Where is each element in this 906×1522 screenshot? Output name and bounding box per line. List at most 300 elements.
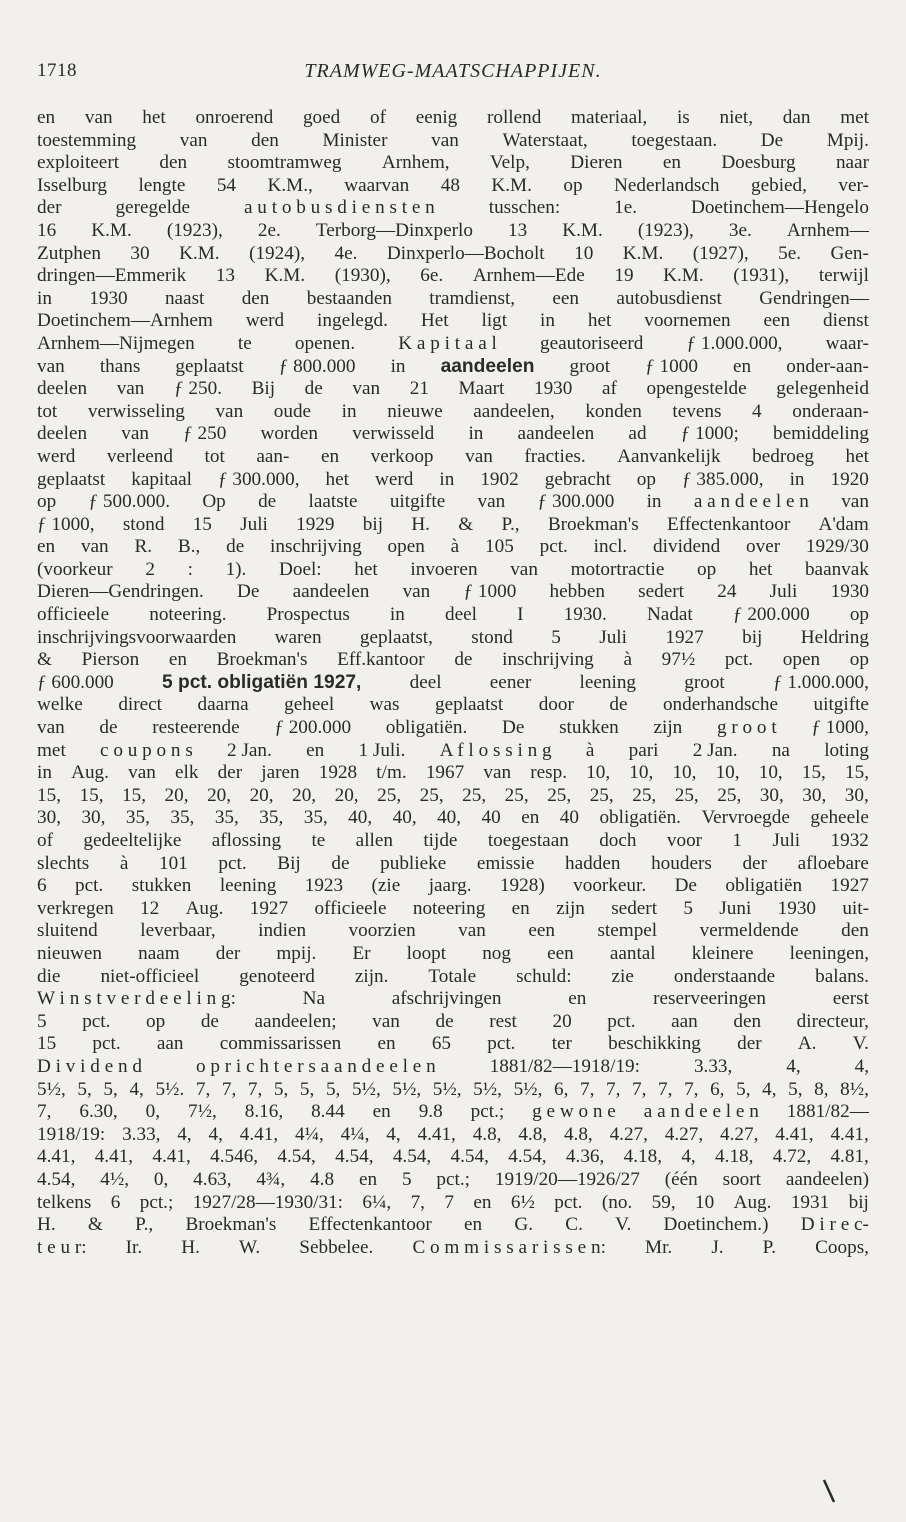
word: K.M. [622, 242, 664, 264]
word: ƒ 1000 [463, 581, 517, 603]
text-line [37, 717, 869, 740]
word: bij [362, 513, 384, 535]
word: 25, [504, 784, 529, 806]
word: aandeelen) [785, 1168, 869, 1190]
word: Effectenkantoor [308, 1214, 432, 1236]
word: 4¼, [294, 1123, 324, 1145]
text-line [37, 491, 869, 514]
word: Minister [322, 129, 388, 151]
word: stukken [131, 875, 192, 897]
word: 15 [192, 513, 212, 535]
word: in [390, 355, 406, 377]
word: a a n d e e l e n [693, 491, 809, 513]
word: Aug. [733, 1191, 772, 1213]
word: waarvan [344, 174, 410, 196]
word: officieele [314, 897, 387, 919]
word: ƒ 1.000.000, [686, 332, 783, 354]
word: tot [204, 445, 225, 467]
word: Coops, [815, 1236, 869, 1258]
word: ƒ 200.000 [732, 604, 810, 626]
text-line [37, 762, 869, 785]
word: obligatiën. [385, 717, 468, 739]
word: autobusdienst [616, 287, 722, 309]
word: nieuwen [37, 942, 103, 964]
word: Doesburg [721, 152, 796, 174]
word: 16 [37, 219, 57, 241]
word: hadden [565, 852, 621, 874]
word: (1930), [334, 265, 391, 287]
word: 6e. [420, 265, 444, 287]
word: 5½, [513, 1078, 543, 1100]
word: a a n d e e l e n [643, 1101, 759, 1123]
word: directeur, [796, 1010, 869, 1032]
word: 20, [207, 784, 232, 806]
text-line [37, 220, 869, 243]
word: 5½, [432, 1078, 462, 1100]
word: 15, [79, 784, 104, 806]
word: ƒ 800.000 [278, 355, 356, 377]
word: o p r i c h t e r s a a n d e e l e n [195, 1055, 436, 1077]
word: Dieren—Gendringen. [37, 581, 204, 603]
word: in [389, 604, 405, 626]
word: of [369, 107, 386, 128]
word: met [840, 107, 869, 128]
text-line [37, 807, 869, 830]
word: Gendringen— [759, 287, 869, 309]
word: Dieren [570, 152, 623, 174]
word: 30, [37, 807, 61, 829]
word: (1923), [166, 219, 223, 241]
text-line [37, 1056, 869, 1079]
stray-mark [822, 1478, 836, 1504]
word: 15, [37, 784, 61, 806]
word: K.M. [179, 242, 220, 264]
word: W. [239, 1236, 261, 1258]
word: terwijl [818, 265, 869, 287]
word: 1). [225, 558, 247, 580]
word: (één [664, 1168, 698, 1190]
word: 1930. [563, 604, 607, 626]
word: (zie [371, 875, 401, 897]
word: bemiddeling [773, 423, 869, 445]
word: Broekman's [185, 1214, 277, 1236]
word: af [601, 378, 617, 400]
word: van [37, 355, 65, 377]
word: V. [615, 1214, 632, 1236]
text-line [37, 830, 869, 853]
text-line [37, 446, 869, 469]
word: 10, [758, 762, 783, 784]
word: De [237, 581, 260, 603]
word: 2 [145, 558, 155, 580]
word: in [37, 287, 52, 309]
word: K.M., [267, 174, 313, 196]
word: rest [489, 1010, 517, 1032]
word: 2 Jan. [227, 739, 272, 761]
word: geplaatst [175, 355, 244, 377]
word: 4, [208, 1123, 223, 1145]
text-line [37, 1146, 869, 1169]
word: daarna [197, 694, 249, 716]
text-line [37, 130, 869, 153]
word: in [646, 491, 662, 513]
word: 5e. [778, 242, 802, 264]
word: Bij [251, 378, 276, 400]
word: Arnhem, [381, 152, 450, 174]
word: 1929/30 [805, 536, 869, 558]
word: 4½, [100, 1168, 130, 1190]
word: C. [565, 1214, 583, 1236]
word: ƒ 200.000 [274, 717, 352, 739]
word: 10, [672, 762, 697, 784]
word: 4.54, [392, 1146, 432, 1168]
word: 7, [684, 1078, 699, 1100]
word: inschrijving [502, 649, 594, 671]
word: Juli [769, 581, 798, 603]
text-line [37, 1214, 869, 1237]
word: der [742, 852, 767, 874]
word: hebben [549, 581, 605, 603]
word: den [733, 1010, 762, 1032]
word: H. [181, 1236, 200, 1258]
text-line [37, 333, 869, 356]
word: Pierson [81, 649, 140, 671]
word: 4.18, [623, 1146, 662, 1168]
word: 4, [129, 1078, 144, 1100]
word: beschikking [608, 1033, 701, 1055]
word: der [737, 1033, 762, 1055]
word: 4.27, [609, 1123, 648, 1145]
word: 5½, [37, 1078, 66, 1100]
word: sedert [638, 581, 684, 603]
word: den [251, 129, 279, 151]
word: 5, [77, 1078, 92, 1100]
word: (no. [601, 1191, 633, 1213]
word: de [454, 649, 473, 671]
word: 1928 [318, 762, 358, 784]
word: geheel [284, 694, 335, 716]
word: het [587, 310, 612, 332]
word: gebied, [750, 174, 807, 196]
word: in [468, 423, 484, 445]
word: indien [258, 920, 307, 942]
word: waar- [825, 332, 869, 354]
word: en [662, 152, 681, 174]
word: 5 [551, 626, 561, 648]
word: 7 [444, 1191, 454, 1213]
word: stukken [559, 717, 619, 739]
word: Arnhem— [786, 219, 869, 241]
word: ƒ 385.000, [682, 468, 764, 490]
word: 4.41, [94, 1146, 134, 1168]
word: Juli [599, 626, 627, 648]
word: voorzien [348, 920, 416, 942]
word: 4.8, [518, 1123, 548, 1145]
word: ƒ 1000 [645, 355, 698, 377]
text-line [37, 288, 869, 311]
word: en [568, 988, 587, 1010]
word: pct.; [139, 1191, 174, 1213]
word: in [540, 310, 555, 332]
word: kapitaal [131, 468, 192, 490]
page-header [37, 50, 869, 90]
word: in [439, 468, 455, 490]
word: ƒ 1.000.000, [772, 671, 869, 693]
text-line [37, 966, 869, 989]
word: G. [514, 1214, 534, 1236]
word: van [841, 491, 869, 513]
word: obligatiën [725, 875, 803, 897]
word: vermeldende [699, 920, 799, 942]
text-line [37, 243, 869, 266]
word: pct. [554, 1191, 583, 1213]
word: onderhandsche [662, 694, 779, 716]
word: in [341, 400, 357, 422]
word: publieke [380, 852, 447, 874]
word: à [585, 739, 595, 761]
word: geautoriseerd [540, 332, 644, 354]
word: slechts [37, 852, 90, 874]
word: 4¼, [340, 1123, 370, 1145]
word: die [37, 965, 61, 987]
word: 7, [632, 1078, 647, 1100]
word: van [116, 378, 145, 400]
word: van [121, 423, 149, 445]
word: 3e. [728, 219, 752, 241]
word: t/m. [376, 762, 407, 784]
word: voorkeur. [573, 875, 647, 897]
word: met [37, 739, 66, 761]
text-line [37, 469, 869, 492]
word: g r o o t [716, 717, 777, 739]
word: van [352, 378, 381, 400]
word: aandeelen, [473, 400, 555, 422]
word: sedert [611, 897, 658, 919]
word: en [358, 1168, 378, 1190]
word: materiaal, [571, 107, 648, 128]
word: de [304, 378, 323, 400]
word: 5 pct. obligatiën 1927, [161, 671, 362, 693]
word: 1930 [533, 378, 573, 400]
word: Doetinchem—Hengelo [690, 197, 869, 219]
word: resteerende [152, 717, 240, 739]
text-line [37, 514, 869, 537]
word: toegestaan. [631, 129, 718, 151]
word: pct. [724, 649, 754, 671]
word: bij [848, 1191, 869, 1213]
word: Totale [428, 965, 477, 987]
word: K.M. [562, 219, 603, 241]
word: 15, [122, 784, 147, 806]
text-line [37, 1101, 869, 1124]
word: een [547, 942, 574, 964]
word: 1923 [304, 875, 344, 897]
word: voor [666, 830, 703, 851]
word: commissarissen [219, 1033, 342, 1055]
word: 1927/28—1930/31: [192, 1191, 344, 1213]
word: 101 [159, 852, 188, 874]
word: reserveeringen [653, 988, 767, 1010]
word: uitgifte [389, 491, 446, 513]
word: 7, [247, 1078, 263, 1100]
word: resp. [530, 762, 567, 784]
word: 15, [801, 762, 826, 784]
word: 10 [574, 242, 594, 264]
word: Na [302, 988, 326, 1010]
word: en [306, 739, 325, 761]
word: W i n s t v e r d e e l i n g: [37, 988, 236, 1010]
word: laatste [308, 491, 358, 513]
word: 1 [732, 830, 743, 851]
word: de [435, 1010, 454, 1032]
text-line [37, 1033, 869, 1056]
word: à [623, 649, 632, 671]
word: zie [611, 965, 634, 987]
word: Juli [240, 513, 268, 535]
word: 1881/82—1918/19: [489, 1055, 640, 1077]
word: 4, [386, 1123, 401, 1145]
word: & [458, 513, 474, 535]
word: van [80, 536, 109, 558]
word: goed [302, 107, 341, 128]
word: Mpij. [826, 129, 869, 151]
word: 9.8 [418, 1101, 443, 1123]
word: niet-officieel [100, 965, 200, 987]
text-line [37, 1192, 869, 1215]
word: 1919/20—1926/27 [494, 1168, 640, 1190]
word: pct. [75, 875, 104, 897]
word: De [760, 129, 784, 151]
word: en [168, 649, 187, 671]
word: loopt [406, 942, 447, 964]
word: verleend [106, 445, 173, 467]
word: 8.16, [244, 1101, 284, 1123]
word: voornemen [644, 310, 731, 332]
word: 1 Juli. [358, 739, 406, 761]
word: pct. [539, 536, 568, 558]
word: 0, [153, 1168, 169, 1190]
word: lengte [138, 174, 186, 196]
word: (1931), [733, 265, 790, 287]
word: 4.8, [472, 1123, 502, 1145]
word: A'dam [818, 513, 869, 535]
word: uitgifte [813, 694, 869, 716]
word: 4.54, [335, 1146, 374, 1168]
word: ad [628, 423, 647, 445]
word: niet, [719, 107, 754, 128]
word: stond [471, 626, 513, 648]
word: verwisseld [352, 423, 435, 445]
word: Doetinchem.) [663, 1214, 769, 1236]
word: 20, [164, 784, 189, 806]
word: leening [579, 671, 637, 693]
word: schuld: [516, 965, 572, 987]
word: Op [202, 491, 226, 513]
word: leening [219, 875, 277, 897]
word: ingelegd. [317, 310, 388, 332]
word: verkoop [370, 445, 434, 467]
word: tevens [672, 400, 722, 422]
word: bestaanden [306, 287, 392, 309]
word: ƒ 600.000 [37, 671, 114, 693]
word: tijde [423, 830, 458, 851]
word: (1924), [249, 242, 306, 264]
text-line [37, 356, 869, 379]
word: Maart [458, 378, 505, 400]
word: Sebbelee. [299, 1236, 374, 1258]
word: aan [671, 1010, 698, 1032]
word: geplaatst, [359, 626, 433, 648]
word: dan [782, 107, 811, 128]
word: K.M. [91, 219, 132, 241]
word: 5, [736, 1078, 751, 1100]
word: 5, [325, 1078, 341, 1100]
word: 0, [145, 1101, 161, 1123]
word: Isselburg [37, 174, 107, 196]
text-line [37, 988, 869, 1011]
word: 1930 [777, 897, 816, 919]
word: der [215, 942, 241, 964]
word: 5½, [351, 1078, 381, 1100]
word: 4.72, [772, 1146, 812, 1168]
word: Nadat [646, 604, 693, 626]
text-line [37, 694, 869, 717]
word: gedeeltelijke [83, 830, 182, 851]
text-line [37, 672, 869, 695]
word: 1930 [830, 581, 869, 603]
word: ƒ 250 [183, 423, 227, 445]
word: 30, [759, 784, 784, 806]
word: K a p i t a a l [398, 332, 497, 354]
word: incl. [593, 536, 628, 558]
word: ƒ 300.000 [537, 491, 615, 513]
word: aan [156, 1033, 184, 1055]
word: het [748, 558, 773, 580]
word: 4.54, [450, 1146, 489, 1168]
word: pct. [487, 1033, 516, 1055]
word: 1927 [830, 875, 869, 897]
word: soort [722, 1168, 761, 1190]
word: 35, [214, 807, 239, 829]
word: Mr. [645, 1236, 673, 1258]
word: van [458, 920, 486, 942]
word: pct. [607, 1010, 636, 1032]
word: exploiteert [37, 152, 120, 174]
word: door [538, 694, 574, 716]
word: doch [599, 830, 637, 851]
word: aflossing [211, 830, 282, 851]
text-line [37, 107, 869, 130]
word: is [676, 107, 690, 128]
word: 8, [814, 1078, 829, 1100]
word: 5 [401, 1168, 412, 1190]
word: 15, [845, 762, 869, 784]
word: & [87, 1214, 103, 1236]
text-line [37, 943, 869, 966]
word: A f l o s s i n g [439, 739, 552, 761]
word: D i v i d e n d [37, 1055, 142, 1077]
word: 6¼, [362, 1191, 392, 1213]
word: 7, [221, 1078, 237, 1100]
word: van [477, 491, 506, 513]
word: de [226, 536, 245, 558]
word: 7, [195, 1078, 211, 1100]
word: 1927 [665, 626, 704, 648]
word: 20 [552, 1010, 572, 1032]
word: dringen—Emmerik [37, 265, 187, 287]
word: 3.33, [122, 1123, 161, 1145]
word: (1923), [637, 219, 694, 241]
